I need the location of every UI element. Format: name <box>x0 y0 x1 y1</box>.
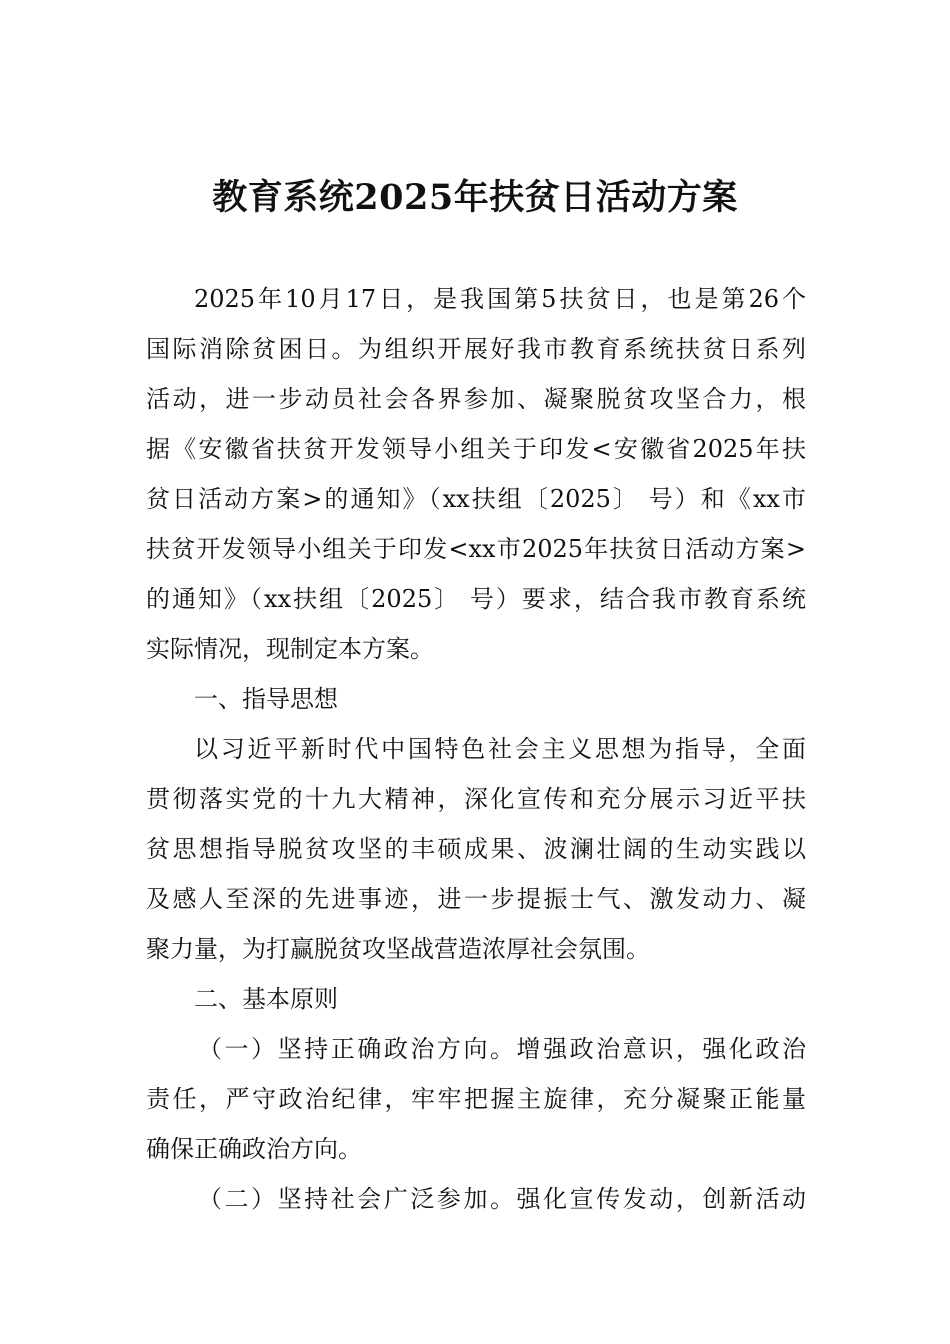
paragraph-line: 贫日活动方案>的通知》（xx扶组〔2025〕 号）和《xx市 <box>146 485 806 513</box>
paragraph-line: 聚力量，为打赢脱贫攻坚战营造浓厚社会氛围。 <box>146 935 650 963</box>
paragraph-line: 贯彻落实党的十九大精神，深化宣传和充分展示习近平扶 <box>146 785 806 813</box>
paragraph-line: 据《安徽省扶贫开发领导小组关于印发<安徽省2025年扶 <box>146 435 806 463</box>
paragraph-line: 责任，严守政治纪律，牢牢把握主旋律，充分凝聚正能量 <box>146 1085 806 1113</box>
paragraph-line: 实际情况，现制定本方案。 <box>146 635 434 663</box>
paragraph-line: （二）坚持社会广泛参加。强化宣传发动，创新活动 <box>198 1185 806 1213</box>
paragraph-line: 确保正确政治方向。 <box>146 1135 362 1163</box>
paragraph-line: 以习近平新时代中国特色社会主义思想为指导，全面 <box>194 735 806 763</box>
section-heading: 一、指导思想 <box>194 685 338 713</box>
section-heading: 二、基本原则 <box>194 985 338 1013</box>
paragraph-line: 的通知》（xx扶组〔2025〕 号）要求，结合我市教育系统 <box>146 585 806 613</box>
paragraph-line: 2025年10月17日，是我国第5扶贫日，也是第26个 <box>194 285 806 313</box>
document-title: 教育系统2025年扶贫日活动方案 <box>212 177 738 218</box>
paragraph-line: 活动，进一步动员社会各界参加、凝聚脱贫攻坚合力，根 <box>146 385 806 413</box>
paragraph-line: 贫思想指导脱贫攻坚的丰硕成果、波澜壮阔的生动实践以 <box>146 835 806 863</box>
paragraph-line: 扶贫开发领导小组关于印发<xx市2025年扶贫日活动方案> <box>146 535 806 563</box>
paragraph-line: （一）坚持正确政治方向。增强政治意识，强化政治 <box>198 1035 806 1063</box>
paragraph-line: 国际消除贫困日。为组织开展好我市教育系统扶贫日系列 <box>146 335 806 363</box>
paragraph-line: 及感人至深的先进事迹，进一步提振士气、激发动力、凝 <box>146 885 806 913</box>
